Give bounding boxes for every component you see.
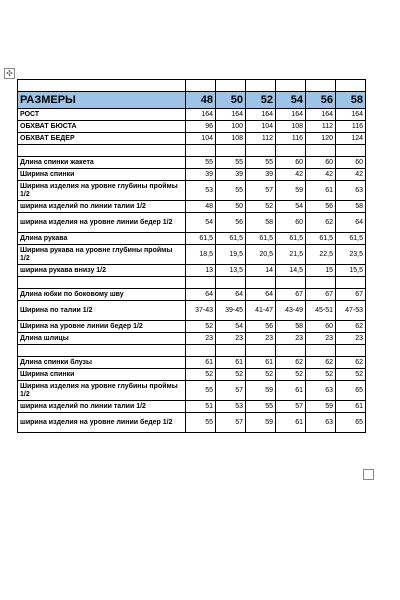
measurement-value: 59: [276, 181, 306, 201]
table-row: [18, 245, 366, 265]
measurement-label: ширина изделия на уровне линии бедер 1/2: [18, 213, 186, 233]
measurement-value: 13,5: [216, 265, 246, 277]
measurement-value: 164: [276, 109, 306, 121]
measurement-value: 52: [186, 369, 216, 381]
measurement-value: 23: [336, 333, 366, 345]
table-row: [18, 357, 366, 369]
table-move-handle[interactable]: ✣: [4, 68, 15, 79]
measurement-value: 58: [336, 201, 366, 213]
measurement-label: ширина изделий по линии талии 1/2: [18, 201, 186, 213]
measurement-value: 57: [216, 413, 246, 433]
measurement-value: 54: [216, 321, 246, 333]
measurement-label: Длина юбки по боковому шву: [18, 289, 186, 301]
measurement-value: 164: [216, 109, 246, 121]
measurement-value: 52: [246, 201, 276, 213]
measurement-value: 116: [276, 133, 306, 145]
measurement-value: 13: [186, 265, 216, 277]
measurement-value: 54: [276, 201, 306, 213]
measurement-value: 56: [306, 201, 336, 213]
measurement-value: 64: [246, 289, 276, 301]
measurement-value: 52: [336, 369, 366, 381]
measurement-value: 64: [216, 289, 246, 301]
measurement-value: 42: [336, 169, 366, 181]
measurement-value: 37-43: [186, 301, 216, 321]
measurement-value: 61,5: [186, 233, 216, 245]
size-56: 56: [306, 92, 336, 109]
measurement-value: 52: [246, 369, 276, 381]
measurement-value: 61: [276, 413, 306, 433]
measurement-label: Ширина рукава на уровне глубины проймы 1/2: [18, 245, 186, 265]
measurement-value: 62: [306, 213, 336, 233]
measurement-value: 96: [186, 121, 216, 133]
table-row: [18, 169, 366, 181]
table-row: [18, 133, 366, 145]
table-row: [18, 181, 366, 201]
table-row: [18, 265, 366, 277]
top-blank-row: [18, 80, 366, 92]
measurement-value: 53: [216, 401, 246, 413]
measurement-label: Ширина спинки: [18, 369, 186, 381]
separator-row: [18, 145, 366, 157]
measurement-value: 62: [306, 357, 336, 369]
size-48: 48: [186, 92, 216, 109]
measurement-value: 64: [186, 289, 216, 301]
separator-row: [18, 345, 366, 357]
measurement-value: 41-47: [246, 301, 276, 321]
measurement-value: 164: [336, 109, 366, 121]
table-row: [18, 369, 366, 381]
header-label: РАЗМЕРЫ: [18, 92, 186, 109]
measurement-label: ширина рукава внизу 1/2: [18, 265, 186, 277]
measurement-value: 53: [186, 181, 216, 201]
measurement-value: 55: [216, 181, 246, 201]
size-header-row: [18, 92, 366, 109]
measurement-value: 164: [306, 109, 336, 121]
measurement-value: 39: [216, 169, 246, 181]
measurement-value: 61,5: [276, 233, 306, 245]
measurement-value: 56: [246, 321, 276, 333]
measurement-value: 62: [276, 357, 306, 369]
measurement-value: 120: [306, 133, 336, 145]
measurement-value: 56: [216, 213, 246, 233]
table-row: [18, 401, 366, 413]
table-row: [18, 321, 366, 333]
measurement-value: 112: [306, 121, 336, 133]
measurement-value: 23: [216, 333, 246, 345]
size-chart-table: [17, 79, 366, 433]
measurement-value: 62: [336, 357, 366, 369]
measurement-value: 52: [216, 369, 246, 381]
measurement-value: 63: [306, 381, 336, 401]
measurement-value: 43-49: [276, 301, 306, 321]
table-row: [18, 333, 366, 345]
table-row: [18, 301, 366, 321]
measurement-value: 60: [336, 157, 366, 169]
measurement-value: 52: [306, 369, 336, 381]
measurement-value: 22,5: [306, 245, 336, 265]
table-row: [18, 157, 366, 169]
measurement-value: 55: [186, 413, 216, 433]
measurement-value: 61: [336, 401, 366, 413]
measurement-label: Ширина изделия на уровне глубины проймы 1/2: [18, 381, 186, 401]
measurement-label: ОБХВАТ БЮСТА: [18, 121, 186, 133]
measurement-value: 108: [276, 121, 306, 133]
measurement-value: 23: [276, 333, 306, 345]
measurement-value: 51: [186, 401, 216, 413]
measurement-value: 61: [216, 357, 246, 369]
measurement-value: 67: [306, 289, 336, 301]
measurement-value: 67: [336, 289, 366, 301]
measurement-label: Длина рукава: [18, 233, 186, 245]
measurement-value: 18,5: [186, 245, 216, 265]
measurement-value: 164: [186, 109, 216, 121]
measurement-value: 42: [276, 169, 306, 181]
measurement-value: 55: [246, 401, 276, 413]
measurement-value: 59: [246, 413, 276, 433]
measurement-value: 61,5: [246, 233, 276, 245]
measurement-value: 23: [306, 333, 336, 345]
table-row: [18, 413, 366, 433]
measurement-value: 65: [336, 413, 366, 433]
size-58: 58: [336, 92, 366, 109]
measurement-value: 23,5: [336, 245, 366, 265]
measurement-value: 108: [216, 133, 246, 145]
measurement-value: 14,5: [276, 265, 306, 277]
measurement-value: 116: [336, 121, 366, 133]
measurement-value: 61: [306, 181, 336, 201]
measurement-value: 23: [186, 333, 216, 345]
measurement-label: Ширина по талии 1/2: [18, 301, 186, 321]
measurement-value: 59: [246, 381, 276, 401]
measurement-value: 65: [336, 381, 366, 401]
measurement-value: 19,5: [216, 245, 246, 265]
table-row: [18, 121, 366, 133]
measurement-label: Ширина на уровне линии бедер 1/2: [18, 321, 186, 333]
table-row: [18, 289, 366, 301]
measurement-value: 55: [186, 157, 216, 169]
measurement-label: Длина шлицы: [18, 333, 186, 345]
measurement-value: 39: [186, 169, 216, 181]
measurement-value: 15: [306, 265, 336, 277]
measurement-label: Длина спинки жакета: [18, 157, 186, 169]
measurement-value: 55: [216, 157, 246, 169]
table-row: [18, 233, 366, 245]
measurement-value: 58: [246, 213, 276, 233]
measurement-value: 42: [306, 169, 336, 181]
measurement-value: 67: [276, 289, 306, 301]
measurement-value: 61: [276, 381, 306, 401]
measurement-label: ширина изделия на уровне линии бедер 1/2: [18, 413, 186, 433]
size-54: 54: [276, 92, 306, 109]
size-50: 50: [216, 92, 246, 109]
measurement-value: 57: [276, 401, 306, 413]
size-52: 52: [246, 92, 276, 109]
measurement-value: 39-45: [216, 301, 246, 321]
measurement-value: 61,5: [336, 233, 366, 245]
measurement-label: Ширина изделия на уровне глубины проймы 1/2: [18, 181, 186, 201]
measurement-value: 100: [216, 121, 246, 133]
table-row: [18, 213, 366, 233]
separator-row: [18, 277, 366, 289]
measurement-value: 52: [186, 321, 216, 333]
measurement-label: ОБХВАТ БЕДЕР: [18, 133, 186, 145]
measurement-value: 48: [186, 201, 216, 213]
measurement-value: 64: [336, 213, 366, 233]
measurement-value: 55: [246, 157, 276, 169]
measurement-value: 57: [246, 181, 276, 201]
table-row: [18, 109, 366, 121]
measurement-value: 62: [336, 321, 366, 333]
measurement-value: 60: [306, 321, 336, 333]
measurement-value: 112: [246, 133, 276, 145]
measurement-value: 61,5: [306, 233, 336, 245]
measurement-value: 61,5: [216, 233, 246, 245]
measurement-value: 21,5: [276, 245, 306, 265]
measurement-value: 124: [336, 133, 366, 145]
measurement-value: 45-51: [306, 301, 336, 321]
measurement-value: 104: [186, 133, 216, 145]
measurement-value: 61: [246, 357, 276, 369]
table-resize-handle[interactable]: [363, 469, 374, 480]
measurement-value: 58: [276, 321, 306, 333]
measurement-label: РОСТ: [18, 109, 186, 121]
measurement-label: Длина спинки блузы: [18, 357, 186, 369]
measurement-value: 104: [246, 121, 276, 133]
measurement-value: 20,5: [246, 245, 276, 265]
measurement-label: ширина изделий по линии талии 1/2: [18, 401, 186, 413]
measurement-value: 54: [186, 213, 216, 233]
measurement-value: 63: [306, 413, 336, 433]
measurement-value: 52: [276, 369, 306, 381]
measurement-value: 23: [246, 333, 276, 345]
measurement-value: 59: [306, 401, 336, 413]
measurement-value: 60: [276, 157, 306, 169]
measurement-value: 39: [246, 169, 276, 181]
measurement-value: 60: [276, 213, 306, 233]
measurement-value: 47-53: [336, 301, 366, 321]
measurement-value: 164: [246, 109, 276, 121]
measurement-label: Ширина спинки: [18, 169, 186, 181]
measurement-value: 50: [216, 201, 246, 213]
measurement-value: 14: [246, 265, 276, 277]
measurement-value: 57: [216, 381, 246, 401]
table-row: [18, 381, 366, 401]
measurement-value: 55: [186, 381, 216, 401]
measurement-value: 61: [186, 357, 216, 369]
measurement-value: 15,5: [336, 265, 366, 277]
table-row: [18, 201, 366, 213]
measurement-value: 63: [336, 181, 366, 201]
measurement-value: 60: [306, 157, 336, 169]
